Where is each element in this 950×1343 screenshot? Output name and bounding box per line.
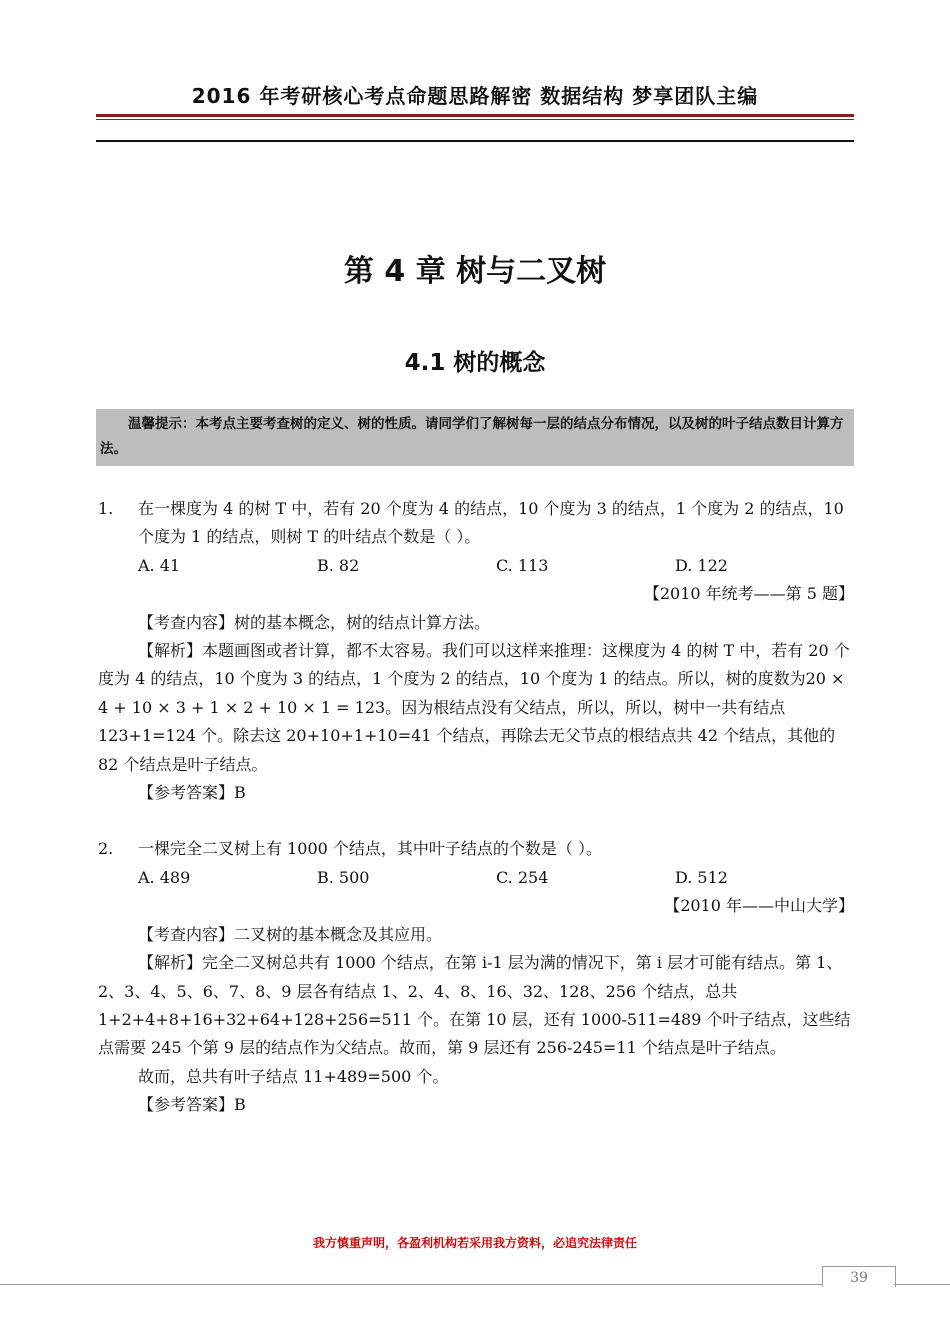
- tip-text: 温馨提示：本考点主要考查树的定义、树的性质。请同学们了解树每一层的结点分布情况，以及树的叶子结点数目计算方法。: [100, 416, 844, 457]
- page-number: 39: [822, 1266, 896, 1287]
- question-source: 【2010 年统考——第 5 题】: [643, 584, 854, 604]
- question-text: 一棵完全二叉树上有 1000 个结点，其中叶子结点的个数是（ ）。: [138, 839, 602, 859]
- section-title: 4.1 树的概念: [404, 350, 546, 376]
- question-1: [98, 495, 854, 807]
- header-rule-red-thin: [96, 119, 854, 120]
- question-text: 在一棵度为 4 的树 T 中，若有 20 个度为 4 的结点，10 个度为 3 的结点，1 个度为 2 的结点，10 个度为 1 的结点，则树 T 的叶结点个数是（ ）。: [138, 499, 844, 547]
- header-rule-black: [96, 140, 854, 142]
- reference-answer: 【参考答案】B: [138, 1095, 246, 1115]
- option-d: D. 122: [675, 555, 728, 575]
- option-a: A. 41: [138, 555, 181, 575]
- question-2: [98, 835, 854, 1119]
- analysis: 【解析】本题画图或者计算，都不太容易。我们可以这样来推理：这棵度为 4 的树 T 中，若有 20 个度为 4 的结点，10 个度为 3 的结点，1 个度为 2 的结点，10 个度为 1 的结点。所以，树的度数为20 × 4 + 10 × 3 + 1 × 2 + 10 × 1 = 123。因为根结点没有父结点，所以，所以，树中一共有结点 123+1=124 个。除去这 20+10+1+10=41 个结点，再除去无父节点的根结点共 42 个结点，其他的 82 个结点是叶子结点。: [98, 641, 850, 774]
- option-b: B. 500: [317, 867, 370, 887]
- header-title: 2016 年考研核心考点命题思路解密 数据结构 梦享团队主编: [191, 84, 759, 108]
- option-c: C. 113: [496, 555, 549, 575]
- option-c: C. 254: [496, 867, 549, 887]
- options: [98, 864, 854, 892]
- exam-content: 【考查内容】二叉树的基本概念及其应用。: [138, 924, 443, 944]
- exam-content: 【考查内容】树的基本概念，树的结点计算方法。: [138, 612, 491, 632]
- footer-rule: [0, 1284, 822, 1285]
- question-source: 【2010 年——中山大学】: [664, 896, 854, 916]
- option-d: D. 512: [675, 867, 728, 887]
- header-rule-red: [96, 114, 854, 117]
- chapter-title: 第 4 章 树与二叉树: [343, 254, 607, 289]
- question-list: [98, 495, 854, 1120]
- footer-rule-right: [894, 1284, 950, 1285]
- question-number: 1.: [98, 499, 114, 518]
- analysis: 【解析】完全二叉树总共有 1000 个结点，在第 i-1 层为满的情况下，第 i 层才可能有结点。第 1、2、3、4、5、6、7、8、9 层各有结点 1、2、4、8、16、32、128、256 个结点，总共 1+2+4+8+16+32+64+128+256=511 个。在第 10 层，还有 1000-511=489 个叶子结点，这些结点需要 245 个第 9 层的结点作为父结点。故而，第 9 层还有 256-245=11 个结点是叶子结点。: [98, 953, 851, 1058]
- options: [98, 552, 854, 580]
- tip-box: [96, 409, 854, 466]
- reference-answer: 【参考答案】B: [138, 783, 246, 803]
- analysis-conclusion: 故而，总共有叶子结点 11+489=500 个。: [138, 1066, 449, 1086]
- copyright-notice: 我方慎重声明，各盈利机构若采用我方资料，必追究法律责任: [312, 1236, 637, 1250]
- question-number: 2.: [98, 839, 114, 859]
- option-a: A. 489: [138, 867, 191, 887]
- option-b: B. 82: [317, 555, 360, 575]
